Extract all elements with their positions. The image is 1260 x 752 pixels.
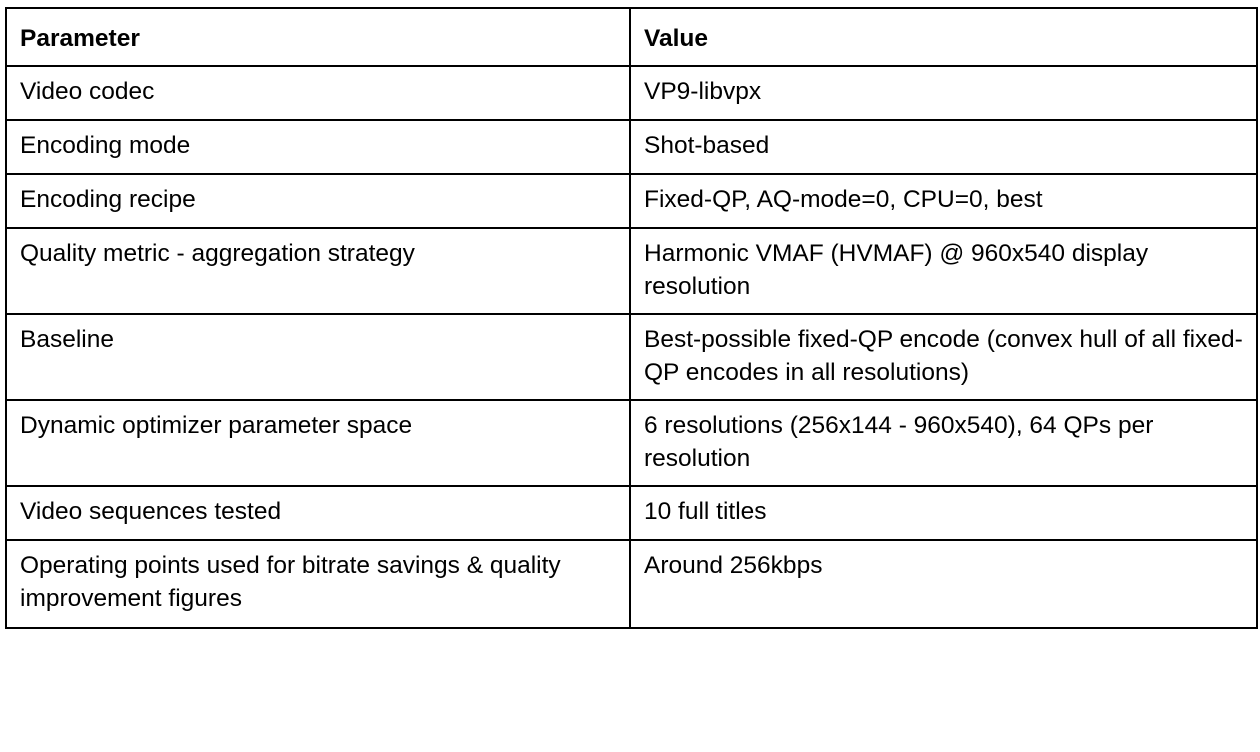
value-cell: Harmonic VMAF (HVMAF) @ 960x540 display resolution bbox=[630, 228, 1257, 314]
value-cell: 10 full titles bbox=[630, 486, 1257, 540]
value-cell: Shot-based bbox=[630, 120, 1257, 174]
parameter-cell: Dynamic optimizer parameter space bbox=[6, 400, 630, 486]
table-row bbox=[6, 540, 1257, 628]
table-row bbox=[6, 66, 1257, 120]
parameter-cell: Video sequences tested bbox=[6, 486, 630, 540]
value-cell: VP9-libvpx bbox=[630, 66, 1257, 120]
parameter-cell: Encoding mode bbox=[6, 120, 630, 174]
value-cell: Fixed-QP, AQ-mode=0, CPU=0, best bbox=[630, 174, 1257, 228]
table-row bbox=[6, 120, 1257, 174]
parameters-table bbox=[5, 7, 1258, 629]
table-row bbox=[6, 174, 1257, 228]
parameter-cell: Encoding recipe bbox=[6, 174, 630, 228]
value-cell: Best-possible fixed-QP encode (convex hull of all fixed-QP encodes in all resolutions) bbox=[630, 314, 1257, 400]
parameter-cell: Quality metric - aggregation strategy bbox=[6, 228, 630, 314]
parameter-cell: Video codec bbox=[6, 66, 630, 120]
parameter-cell: Operating points used for bitrate savings & quality improvement figures bbox=[6, 540, 630, 628]
table-header-row bbox=[6, 8, 1257, 66]
table-row bbox=[6, 228, 1257, 314]
table-row bbox=[6, 400, 1257, 486]
parameter-cell: Baseline bbox=[6, 314, 630, 400]
header-parameter: Parameter bbox=[6, 8, 630, 66]
value-cell: Around 256kbps bbox=[630, 540, 1257, 628]
value-cell: 6 resolutions (256x144 - 960x540), 64 QPs per resolution bbox=[630, 400, 1257, 486]
header-value: Value bbox=[630, 8, 1257, 66]
table-row bbox=[6, 314, 1257, 400]
table-row bbox=[6, 486, 1257, 540]
